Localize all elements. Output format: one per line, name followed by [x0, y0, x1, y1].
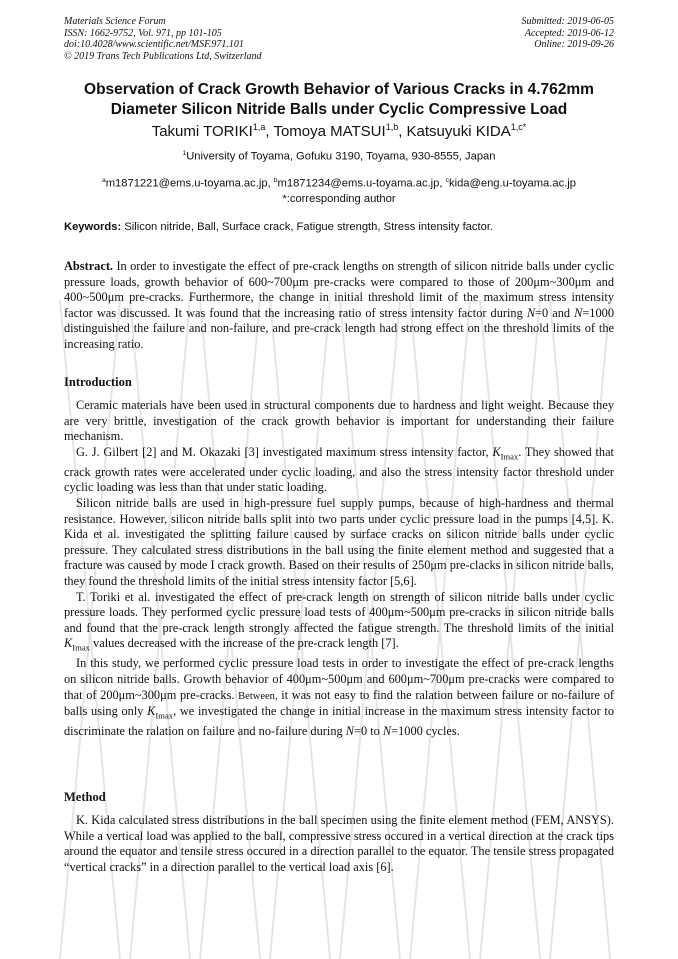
accepted-date: Accepted: 2019-06-12 [524, 27, 614, 39]
keywords [64, 221, 624, 233]
affiliation [40, 150, 638, 163]
method-paragraph-1: K. Kida calculated stress distributions in the ball specimen using the finite element method (FEM, ANSYS). While a vertical load was applied to the ball, compressive stress occured in a vertical direction at the crack tips around the equator and tensile stress occured in a direction parallel to the equator. The tensile stress propagated “vertical cracks” in a direction parallel to the vertical load axis [6]. [64, 813, 614, 874]
n-symbol: N [382, 724, 392, 739]
dates-info [522, 16, 615, 51]
intro-paragraph-1: Ceramic materials have been used in structural components due to hardness and light weight. Because they are very brittle, investigation of the crack growth behavior is important for understanding their failure mechanism. [64, 398, 614, 444]
kimax-k: K [492, 444, 501, 459]
intro-p5-e: =1000 cycles. [391, 724, 460, 739]
title-line-1: Observation of Crack Growth Behavior of Various Cracks in 4.762mm [84, 81, 594, 98]
intro-p2-b: . They showed that crack growth rates were accelerated under cyclic loading, and also the stress intensity factor threshold under cyclic loading was less than that under static loading. [64, 444, 614, 495]
keywords-text: Silicon nitride, Ball, Surface crack, Fatigue strength, Stress intensity factor. [124, 221, 494, 233]
email-a: m1871221@ems.u-toyama.ac.jp [105, 177, 268, 190]
doi: doi:10.4028/www.scientific.net/MSF.971.101 [64, 39, 244, 50]
method-body [64, 813, 614, 875]
submitted-date: Submitted: 2019-06-05 [521, 16, 614, 27]
intro-paragraph-2 [64, 445, 614, 496]
intro-p5-c: , we investigated the change in initial increase in the maximum stress intensity factor to discriminate the ralation on failure and no-failure during [64, 704, 614, 739]
abstract [64, 259, 614, 353]
email-c: kida@eng.u-toyama.ac.jp [448, 177, 577, 190]
email-b-sup: b [273, 177, 278, 184]
intro-p4-b: values decreased with the increase of the pre-crack length [7]. [89, 636, 399, 651]
introduction-heading: Introduction [64, 375, 132, 389]
kimax-k: K [64, 636, 73, 651]
intro-paragraph-4 [64, 590, 614, 657]
author-1: Takumi TORIKI [151, 123, 253, 140]
corresponding-author: *:corresponding author [282, 192, 396, 205]
abstract-label: Abstract. [64, 259, 114, 273]
intro-paragraph-3: Silicon nitride balls are used in high-pressure fuel supply pumps, because of high-hardness and thermal resistance. However, silicon nitride balls split into two parts under cyclic pressure load in the pumps [4,5]. K. Kida et al. investigated the splitting failure caused by surface cracks on silicon nitride balls under cyclic pressure. They calculated stress distributions in the ball using the finite element method and suggested that a fracture was caused by mode I crack growth. Based on their results of 250μm pre-clacks in silicon nitride balls, they found the threshold limits of the initial stress intensity factor [5,6]. [64, 496, 614, 588]
abstract-n1: N [526, 305, 536, 320]
kimax-sub: Imax [500, 451, 519, 462]
abstract-text-3: =1000 distinguished the failure and non-failure, and pre-crack length had strong effect on the threshold limits of the increasing ratio. [64, 305, 614, 351]
intro-p5-d: =0 to [353, 724, 383, 739]
author-list: Takumi TORIKI$^{1,a}$, Tomoya MATSUI$^{1,b}$, Katsuyuki $KIDA^{1,c*}$ [151, 122, 527, 140]
kimax-k: K [147, 704, 156, 719]
issn: ISSN: 1662-9752, Vol. 971, pp 101-105 [64, 27, 222, 39]
intro-paragraph-5 [64, 656, 614, 739]
intro-p5-a: In this study, we performed cyclic pressure load tests in order to investigate the effect of pre-crack lengths on silicon nitride balls. Growth behavior of 400μm~500μm and 600μm~700μm pre-cracks were compared to that of 200μm~300μm pre-cracks. [64, 656, 614, 702]
title-line-2: Diameter Silicon Nitride Balls under Cyclic Compressive Load [110, 101, 568, 118]
keywords-label: Keywords: [64, 221, 122, 233]
email-line: $^a$m1871221@ems.u-toyama.ac.jp, $^b$m1871234@ems.u-toyama.ac.jp, $^c$kida@eng.u-toyama.ac.jp [101, 177, 577, 190]
copyright: © 2019 Trans Tech Publications Ltd, Switzerland [64, 50, 262, 62]
email-b: m1871234@ems.u-toyama.ac.jp [277, 177, 440, 190]
author-2: Tomoya MATSUI [273, 123, 386, 140]
method-heading: Method [64, 790, 106, 804]
affiliation-text: University of Toyama, Gofuku 3190, Toyama, 930-8555, Japan [186, 150, 496, 163]
emails [40, 173, 638, 207]
kimax-sub: Imax [72, 642, 90, 653]
intro-p4-a: T. Toriki et al. investigated the effect of pre-crack length on strength of silicon nitride balls under cyclic pressure loads. They performed cyclic pressure load tests of 400μm~500μm pre-cracks in silicon nitride balls and found that the pre-crack length strongly affected the fatigue strength. The threshold limits of the initial [64, 589, 614, 635]
intro-p5-b: it was not easy to find the ralation between failure or no-failure of balls using only [64, 687, 614, 719]
journal-info [64, 16, 262, 62]
author-2-sup: 1,b [385, 122, 399, 132]
author-1-sup: 1,a [252, 122, 266, 132]
kimax-sub: Imax [155, 710, 174, 721]
abstract-text-2: =0 and [535, 305, 575, 320]
abstract-paragraph [64, 259, 614, 353]
author-3-sup: 1,c* [510, 122, 527, 132]
paper-title [40, 80, 638, 120]
n-symbol: N [345, 724, 354, 739]
introduction-body [64, 398, 614, 740]
affiliation-sup: 1 [182, 150, 187, 157]
journal-name: Materials Science Forum [64, 16, 166, 27]
author-3: Katsuyuki KIDA [406, 123, 511, 140]
abstract-text-1: In order to investigate the effect of pre-crack lengths on strength of silicon nitride balls under cyclic pressure loads, growth behavior of 600~700μm pre-cracks were compared to those of 200μm~300μm and 400~500μm pre-cracks. Furthermore, the change in initial threshold limit of the maximum stress intensity factor was discussed. It was found that the increasing ratio of stress intensity factor during [64, 259, 614, 320]
online-date: Online: 2019-09-26 [534, 39, 614, 50]
intro-p2-a: G. J. Gilbert [2] and M. Okazaki [3] investigated maximum stress intensity factor, [76, 444, 493, 459]
abstract-n2: N [574, 305, 583, 320]
email-c-sup: c [445, 177, 449, 184]
email-a-sup: a [101, 177, 106, 184]
intro-p5-small: Between, [238, 690, 278, 702]
